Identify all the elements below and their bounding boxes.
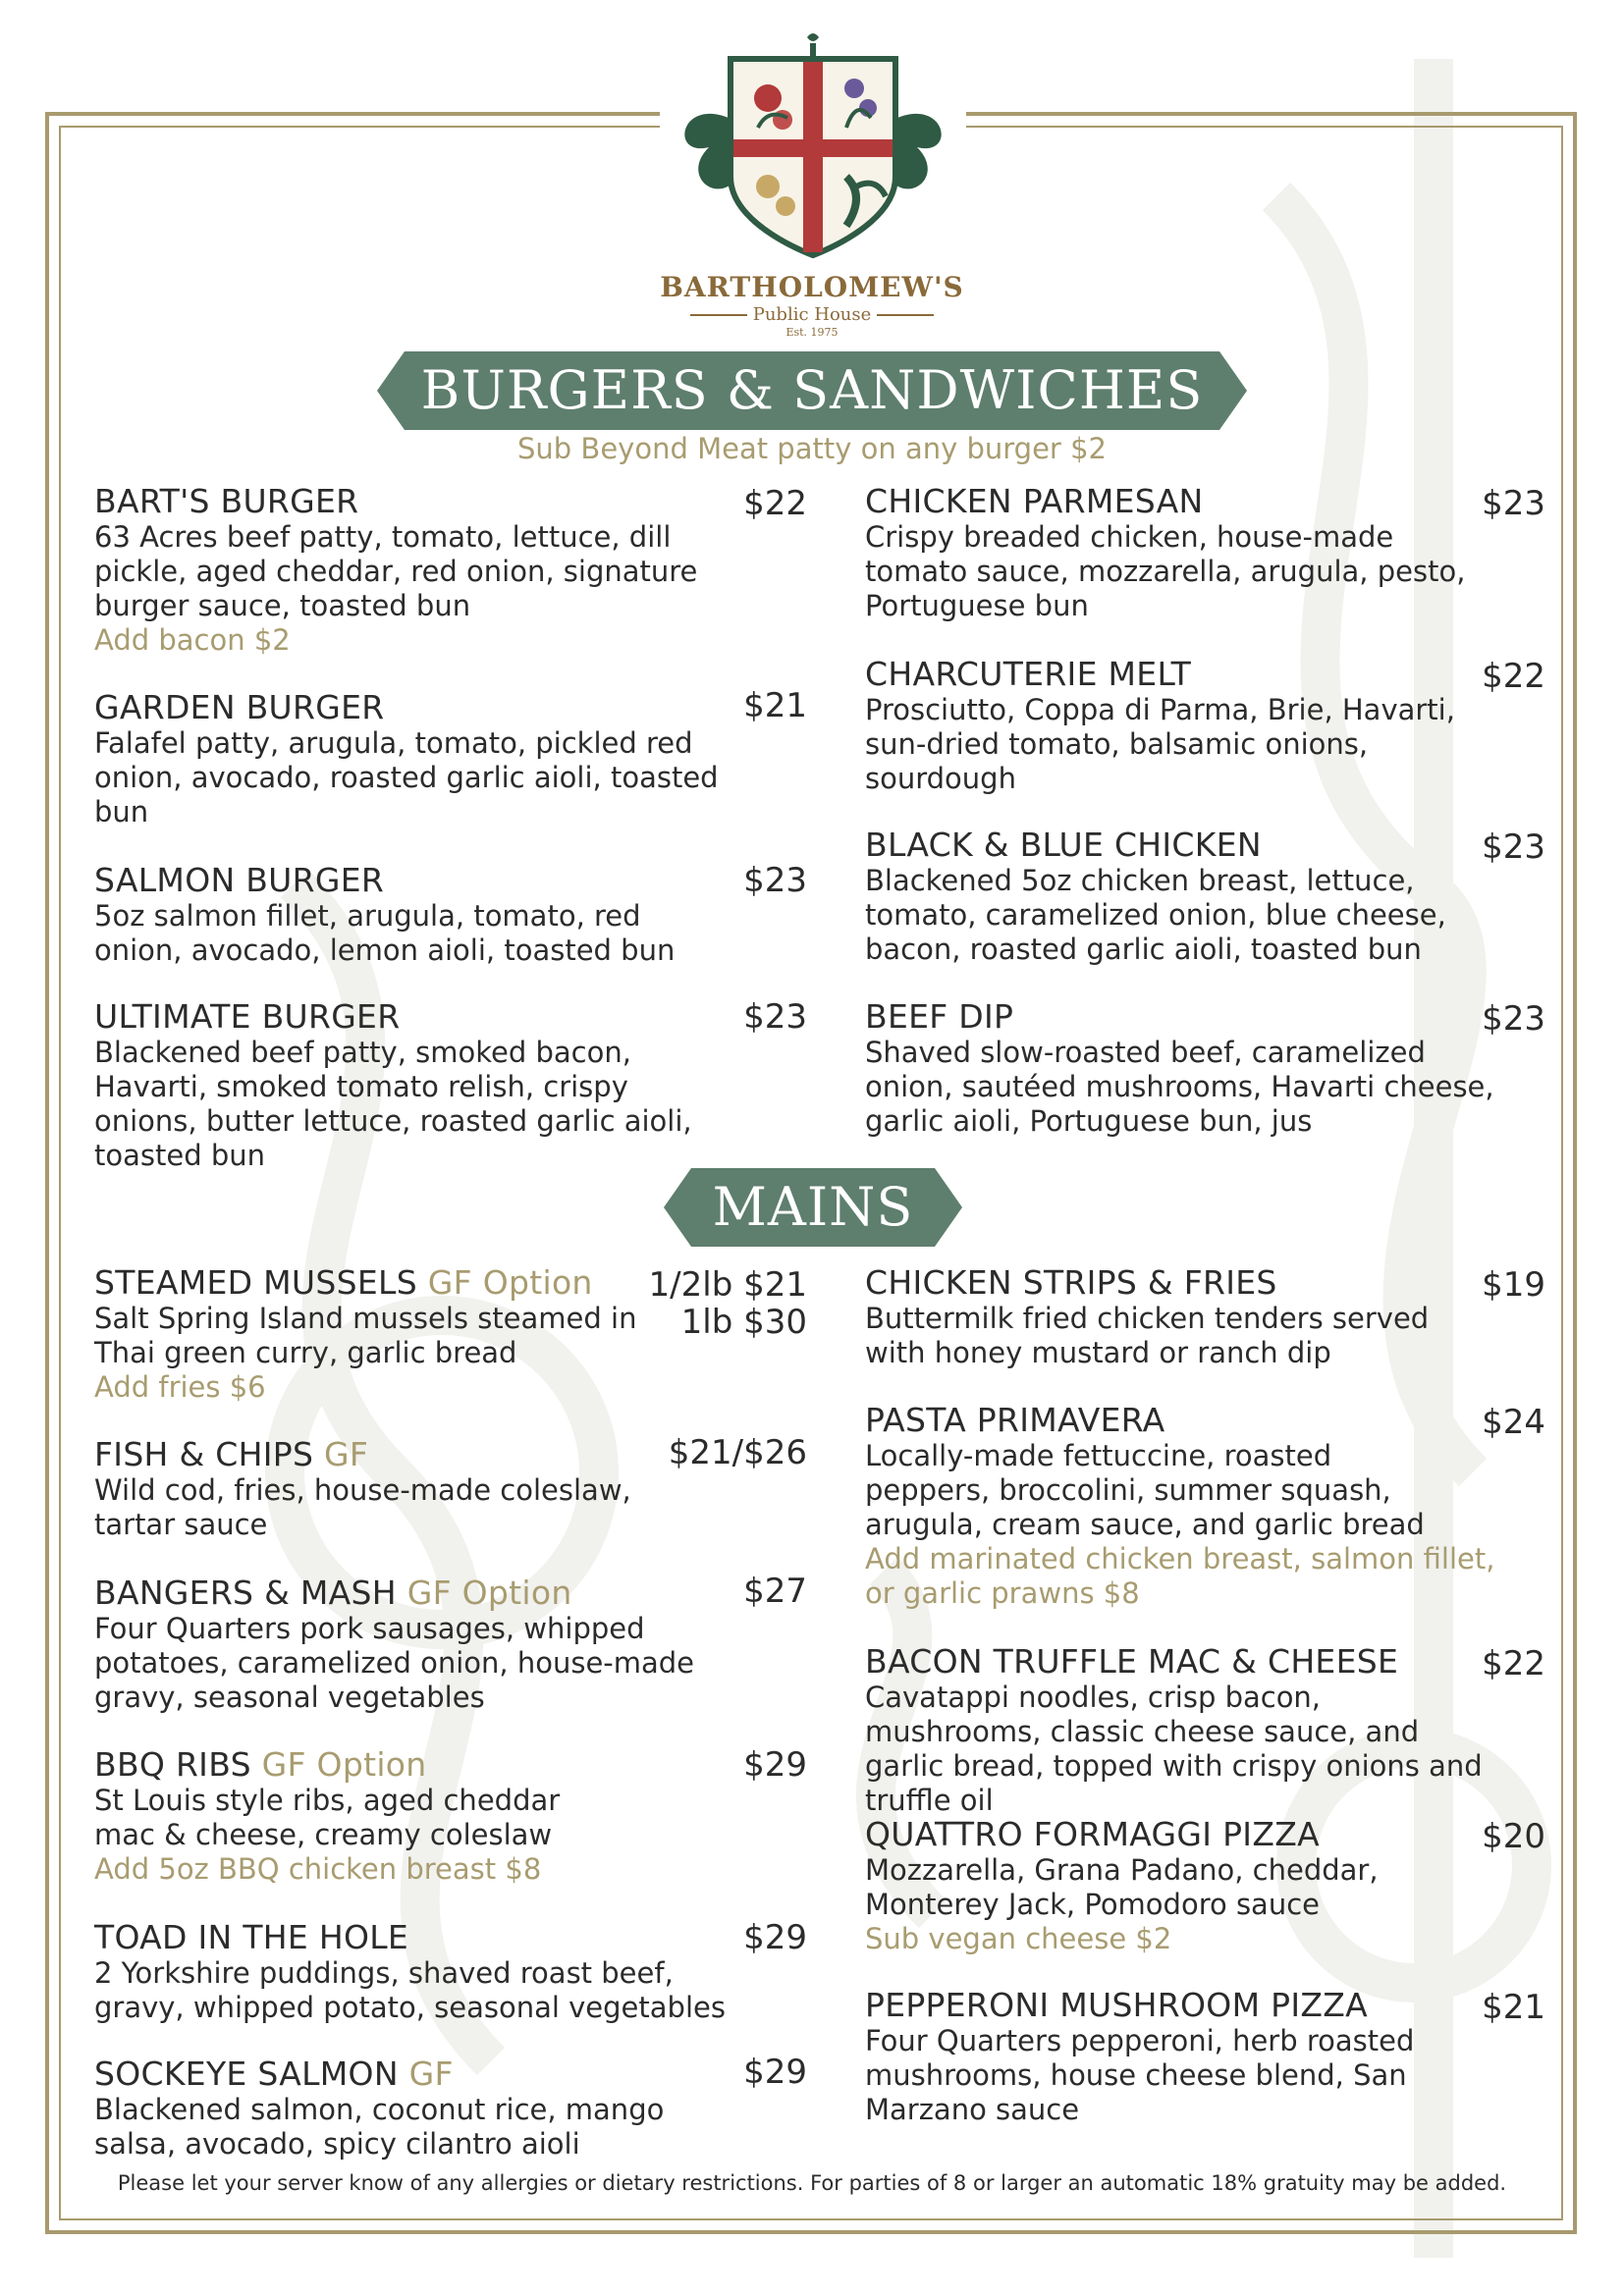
- item-description: St Louis style ribs, aged cheddar mac & cheese, creamy coleslaw: [94, 1784, 561, 1851]
- item-description: Wild cod, fries, house-made coleslaw, tartar sauce: [94, 1473, 631, 1541]
- item-price: $23: [1482, 828, 1545, 867]
- item-name: FISH & CHIPS: [94, 1435, 314, 1473]
- item-price: $23: [1482, 999, 1545, 1039]
- item-description: Crispy breaded chicken, house-made tomato sauce, mozzarella, arugula, pesto, Portuguese bun: [865, 520, 1466, 622]
- item-price: $21: [1482, 1988, 1545, 2027]
- item-name: GARDEN BURGER: [94, 688, 385, 726]
- menu-item: [865, 656, 1503, 796]
- item-name: BLACK & BLUE CHICKEN: [865, 826, 1262, 864]
- section-banner-mains: MAINS: [691, 1168, 935, 1247]
- item-name: SOCKEYE SALMON: [94, 2055, 399, 2093]
- item-name: BACON TRUFFLE MAC & CHEESE: [865, 1642, 1399, 1681]
- gf-tag: GF Option: [427, 1263, 593, 1302]
- item-addon: Add 5oz BBQ chicken breast $8: [94, 1852, 542, 1886]
- item-name-row: [94, 1575, 732, 1612]
- item-addon: Sub vegan cheese $2: [865, 1922, 1172, 1955]
- menu-item: [865, 1402, 1503, 1611]
- item-description: Locally-made fettuccine, roasted peppers, broccolini, summer squash, arugula, cream sauce, and garlic bread: [865, 1439, 1425, 1541]
- item-description: Blackened beef patty, smoked bacon, Havarti, smoked tomato relish, crispy onions, butter lettuce, roasted garlic aioli, toasted bun: [94, 1036, 692, 1172]
- item-name: PASTA PRIMAVERA: [865, 1401, 1165, 1439]
- gf-tag: GF: [408, 2055, 454, 2093]
- item-description: Salt Spring Island mussels steamed in Thai green curry, garlic bread: [94, 1302, 637, 1369]
- item-name: CHICKEN STRIPS & FRIES: [865, 1263, 1277, 1302]
- item-name: STEAMED MUSSELS: [94, 1263, 417, 1302]
- item-price: $29: [743, 2053, 807, 2092]
- item-description: 5oz salmon fillet, arugula, tomato, red onion, avocado, lemon aioli, toasted bun: [94, 899, 676, 967]
- item-name: TOAD IN THE HOLE: [94, 1918, 409, 1956]
- item-price: $21/$26: [668, 1433, 807, 1472]
- menu-item: [865, 1643, 1503, 1818]
- menu-item: [865, 1264, 1503, 1370]
- item-description: Four Quarters pork sausages, whipped potatoes, caramelized onion, house-made gravy, seasonal vegetables: [94, 1612, 695, 1714]
- gf-tag: GF Option: [261, 1745, 427, 1784]
- crest-logo: [660, 29, 966, 265]
- menu-item: [865, 1987, 1503, 2127]
- brand-subtitle-text: Public House: [752, 304, 872, 325]
- menu-item: [94, 1575, 732, 1715]
- item-description: Falafel patty, arugula, tomato, pickled red onion, avocado, roasted garlic aioli, toasted bun: [94, 726, 719, 828]
- item-description: 63 Acres beef patty, tomato, lettuce, dill pickle, aged cheddar, red onion, signature burger sauce, toasted bun: [94, 520, 698, 622]
- item-description: Shaved slow-roasted beef, caramelized onion, sautéed mushrooms, Havarti cheese, garlic aioli, Portuguese bun, jus: [865, 1036, 1494, 1138]
- item-name: ULTIMATE BURGER: [94, 997, 401, 1036]
- item-price: $24: [1482, 1403, 1545, 1442]
- divider-right: [877, 314, 934, 316]
- item-price: $22: [1482, 657, 1545, 696]
- item-description: Prosciutto, Coppa di Parma, Brie, Havarti, sun-dried tomato, balsamic onions, sourdough: [865, 693, 1455, 795]
- menu-item: [94, 1436, 732, 1542]
- item-name: PEPPERONI MUSHROOM PIZZA: [865, 1986, 1369, 2024]
- section-banner-burgers: BURGERS & SANDWICHES: [405, 351, 1219, 430]
- item-price: $19: [1482, 1265, 1545, 1305]
- brand-established: Est. 1975: [785, 326, 839, 339]
- menu-item: [94, 689, 732, 829]
- menu-item: [94, 998, 732, 1173]
- brand-subtitle: [609, 304, 1015, 326]
- burgers-note: Sub Beyond Meat patty on any burger $2: [517, 432, 1107, 465]
- item-price: $29: [743, 1745, 807, 1785]
- item-addon: Add fries $6: [94, 1370, 266, 1404]
- menu-item: [865, 827, 1503, 967]
- menu-item: [865, 1816, 1503, 1956]
- menu-item: [94, 1746, 732, 1887]
- gf-tag: GF Option: [406, 1574, 572, 1612]
- item-price: 1/2lb $21: [648, 1265, 807, 1305]
- item-description: Blackened 5oz chicken breast, lettuce, tomato, caramelized onion, blue cheese, bacon, roasted garlic aioli, toasted bun: [865, 864, 1446, 966]
- item-name: BEEF DIP: [865, 997, 1014, 1036]
- menu-item: [94, 862, 732, 968]
- item-addon: Add bacon $2: [94, 623, 291, 657]
- menu-item: [94, 1264, 732, 1405]
- menu-item: [94, 1919, 732, 2025]
- item-name-row: [94, 2056, 732, 2093]
- item-name-row: [94, 1264, 732, 1302]
- item-name: BART'S BURGER: [94, 482, 359, 520]
- item-name: SALMON BURGER: [94, 861, 385, 899]
- item-description: Mozzarella, Grana Padano, cheddar, Monterey Jack, Pomodoro sauce: [865, 1853, 1379, 1921]
- item-price-secondary: 1lb $30: [680, 1303, 807, 1342]
- menu-item: [94, 2056, 732, 2162]
- item-price: $23: [743, 997, 807, 1037]
- item-description: Buttermilk fried chicken tenders served with honey mustard or ranch dip: [865, 1302, 1430, 1369]
- item-description: Blackened salmon, coconut rice, mango salsa, avocado, spicy cilantro aioli: [94, 2093, 665, 2161]
- gf-tag: GF: [324, 1435, 369, 1473]
- item-name-row: [94, 1436, 732, 1473]
- item-description: 2 Yorkshire puddings, shaved roast beef, gravy, whipped potato, seasonal vegetables: [94, 1956, 726, 2024]
- item-price: $21: [743, 686, 807, 725]
- item-price: $23: [743, 861, 807, 900]
- item-name: CHARCUTERIE MELT: [865, 655, 1192, 693]
- footer-note: Please let your server know of any allergies or dietary restrictions. For parties of 8 or larger an automatic 18% gratuity may be added.: [117, 2171, 1507, 2195]
- item-name: CHICKEN PARMESAN: [865, 482, 1204, 520]
- item-name-row: [94, 1746, 732, 1784]
- menu-item: [865, 483, 1503, 623]
- brand-block: [609, 271, 1015, 340]
- item-price: $23: [1482, 484, 1545, 523]
- item-name: BANGERS & MASH: [94, 1574, 397, 1612]
- item-description: Cavatappi noodles, crisp bacon, mushrooms, classic cheese sauce, and garlic bread, topped with crispy onions and truffle oil: [865, 1681, 1483, 1817]
- item-addon: Add marinated chicken breast, salmon fillet, or garlic prawns $8: [865, 1542, 1495, 1610]
- menu-item: [94, 483, 732, 658]
- item-name: QUATTRO FORMAGGI PIZZA: [865, 1815, 1321, 1853]
- brand-name: BARTHOLOMEW'S: [660, 271, 964, 303]
- item-price: $27: [743, 1572, 807, 1611]
- item-price: $22: [743, 484, 807, 523]
- item-name: BBQ RIBS: [94, 1745, 251, 1784]
- item-price: $20: [1482, 1817, 1545, 1856]
- item-description: Four Quarters pepperoni, herb roasted mushrooms, house cheese blend, San Marzano sauce: [865, 2024, 1415, 2126]
- item-price: $29: [743, 1918, 807, 1957]
- menu-item: [865, 998, 1503, 1139]
- divider-left: [690, 314, 747, 316]
- item-price: $22: [1482, 1644, 1545, 1683]
